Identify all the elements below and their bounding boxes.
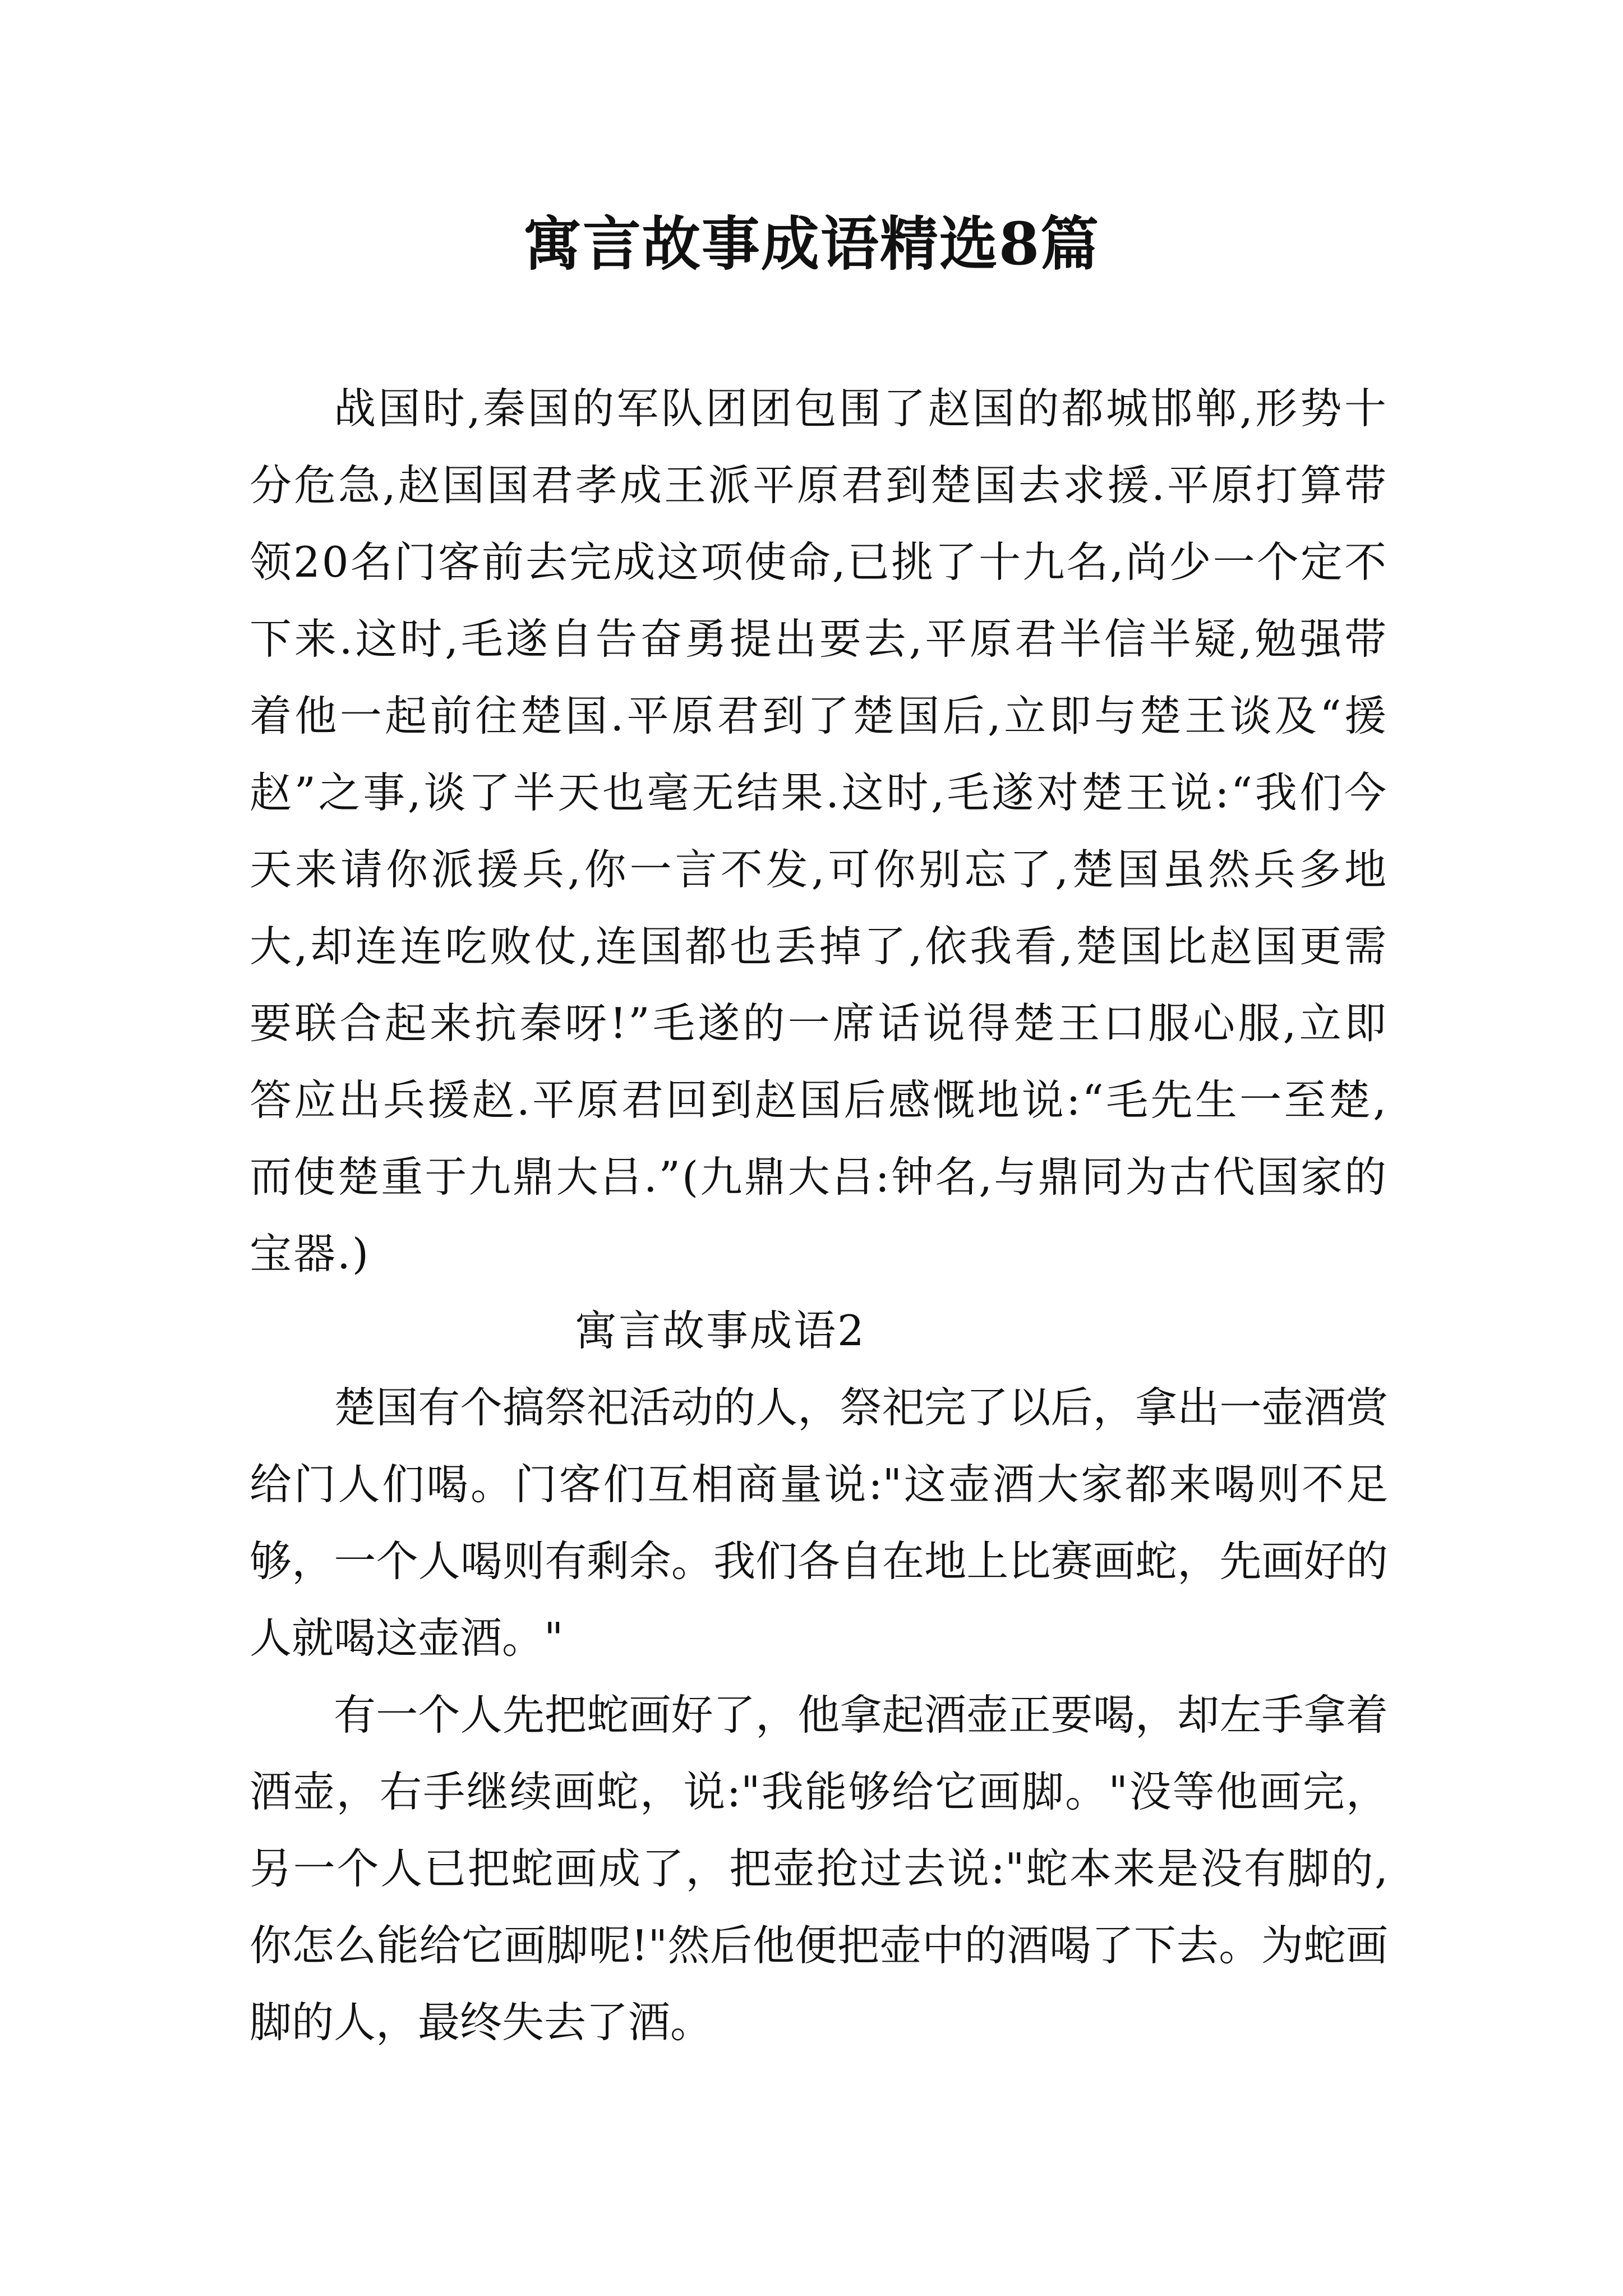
story-paragraph-3: 有一个人先把蛇画好了，他拿起酒壶正要喝，却左手拿着酒壶，右手继续画蛇，说:"我能够给它画脚。"没等他画完，另一个人已把蛇画成了，把壶抢过去说:"蛇本来是没有脚的,你怎么能给它画脚呢!"然后他便把壶中的酒喝了下去。为蛇画脚的人，最终失去了酒。	[250, 1690, 1388, 2047]
story-paragraph-2: 楚国有个搞祭祀活动的人，祭祀完了以后，拿出一壶酒赏给门人们喝。门客们互相商量说:"这壶酒大家都来喝则不足够，一个人喝则有剩余。我们各自在地上比赛画蛇，先画好的人就喝这壶酒。"	[250, 1383, 1388, 1663]
story-paragraph-1: 战国时,秦国的军队团团包围了赵国的都城邯郸,形势十分危急,赵国国君孝成王派平原君到楚国去求援.平原打算带领20名门客前去完成这项使命,已挑了十九名,尚少一个定不下来.这时,毛遂自告奋勇提出要去,平原君半信半疑,勉强带着他一起前往楚国.平原君到了楚国后,立即与楚王谈及“援赵”之事,谈了半天也毫无结果.这时,毛遂对楚王说:“我们今天来请你派援兵,你一言不发,可你别忘了,楚国虽然兵多地大,却连连吃败仗,连国都也丢掉了,依我看,楚国比赵国更需要联合起来抗秦呀!”毛遂的一席话说得楚王口服心服,立即答应出兵援赵.平原君回到赵国后感慨地说:“毛先生一至楚,而使楚重于九鼎大吕.”(九鼎大吕:钟名,与鼎同为古代国家的宝器.)	[250, 384, 1388, 1278]
document-title: 寓言故事成语精选8篇	[523, 209, 1100, 278]
section-subtitle: 寓言故事成语2	[575, 1306, 866, 1355]
document-body	[250, 370, 1388, 2061]
